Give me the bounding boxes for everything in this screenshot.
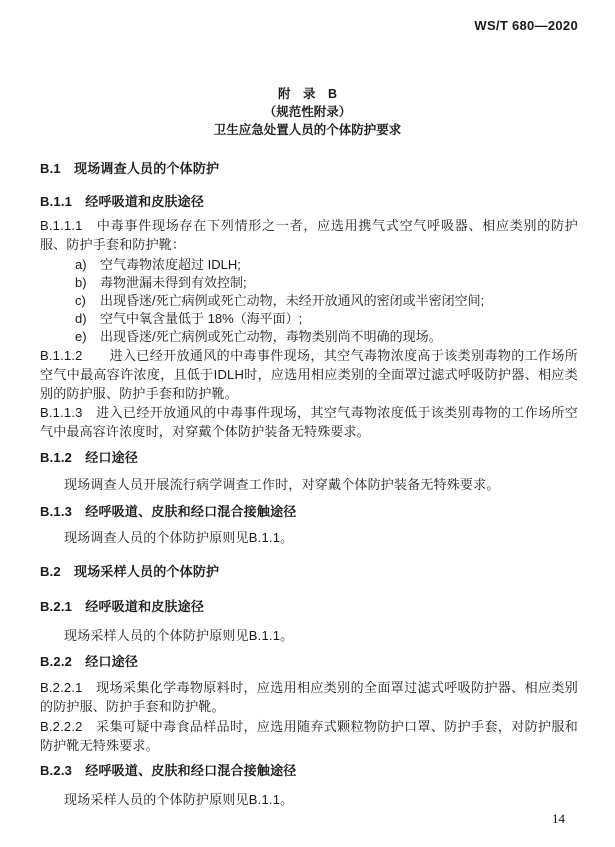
condition-list (40, 256, 578, 346)
list-item-label: b) (75, 275, 87, 290)
list-item-text: 出现昏迷/死亡病例或死亡动物，毒物类别尚不明确的现场。 (100, 329, 442, 344)
list-item (40, 328, 578, 346)
paragraph-b111: B.1.1.1 中毒事件现场存在下列情形之一者，应选用携气式空气呼吸器、相应类别的防护服、防护手套和防护靴： (40, 218, 578, 252)
paragraph-b222: B.2.2.2 采集可疑中毒食品样品时，应选用随弃式颗粒物防护口罩、防护手套，对防护服和防护靴无特殊要求。 (40, 719, 578, 753)
paragraph-b12: 现场调查人员开展流行病学调查工作时，对穿戴个体防护装备无特殊要求。 (64, 477, 500, 492)
appendix-label: 附 录 B (277, 87, 338, 101)
list-item-text: 毒物泄漏未得到有效控制; (100, 275, 247, 290)
section-heading-b1: B.1 现场调查人员的个体防护 (40, 161, 220, 176)
appendix-title-block (0, 85, 615, 139)
document-body (40, 160, 578, 809)
standard-code: WS/T 680—2020 (474, 18, 578, 33)
list-item-text: 出现昏迷/死亡病例或死亡动物，未经开放通风的密闭或半密闭空间; (100, 293, 485, 308)
paragraph-b21: 现场采样人员的个体防护原则见B.1.1。 (64, 628, 294, 643)
paragraph-b221: B.2.2.1 现场采集化学毒物原料时，应选用相应类别的全面罩过滤式呼吸防护器、相应类别的防护服、防护手套和防护靴。 (40, 680, 578, 714)
section-heading-b11: B.1.1 经呼吸道和皮肤途径 (40, 194, 205, 209)
list-item-label: e) (75, 329, 87, 344)
section-heading-b12: B.1.2 经口途径 (40, 450, 139, 465)
page-number: 14 (552, 811, 565, 826)
list-item (40, 274, 578, 292)
list-item-label: c) (75, 293, 86, 308)
list-item-label: d) (75, 311, 87, 326)
section-heading-b23: B.2.3 经呼吸道、皮肤和经口混合接触途径 (40, 763, 297, 778)
appendix-type: （规范性附录） (263, 105, 352, 119)
list-item-label: a) (75, 257, 87, 272)
list-item (40, 292, 578, 310)
list-item (40, 256, 578, 274)
paragraph-b113: B.1.1.3 进入已经开放通风的中毒事件现场，其空气毒物浓度低于该类别毒物的工作场所空气中最高容许浓度时，对穿戴个体防护装备无特殊要求。 (40, 405, 578, 439)
list-item-text: 空气中氧含量低于 18%（海平面）; (100, 311, 303, 326)
list-item-text: 空气毒物浓度超过 IDLH; (100, 257, 241, 272)
list-item (40, 310, 578, 328)
appendix-subject: 卫生应急处置人员的个体防护要求 (213, 123, 402, 137)
paragraph-b13: 现场调查人员的个体防护原则见B.1.1。 (64, 530, 294, 545)
section-heading-b2: B.2 现场采样人员的个体防护 (40, 564, 220, 579)
paragraph-b23: 现场采样人员的个体防护原则见B.1.1。 (64, 792, 294, 807)
paragraph-b112: B.1.1.2 进入已经开放通风的中毒事件现场，其空气毒物浓度高于该类别毒物的工作场所空气中最高容许浓度，且低于IDLH时，应选用相应类别的全面罩过滤式呼吸防护器、相应类别的防护服、防护手套和防护靴。 (40, 348, 578, 401)
section-heading-b21: B.2.1 经呼吸道和皮肤途径 (40, 599, 205, 614)
section-heading-b13: B.1.3 经呼吸道、皮肤和经口混合接触途径 (40, 504, 297, 519)
section-heading-b22: B.2.2 经口途径 (40, 654, 139, 669)
